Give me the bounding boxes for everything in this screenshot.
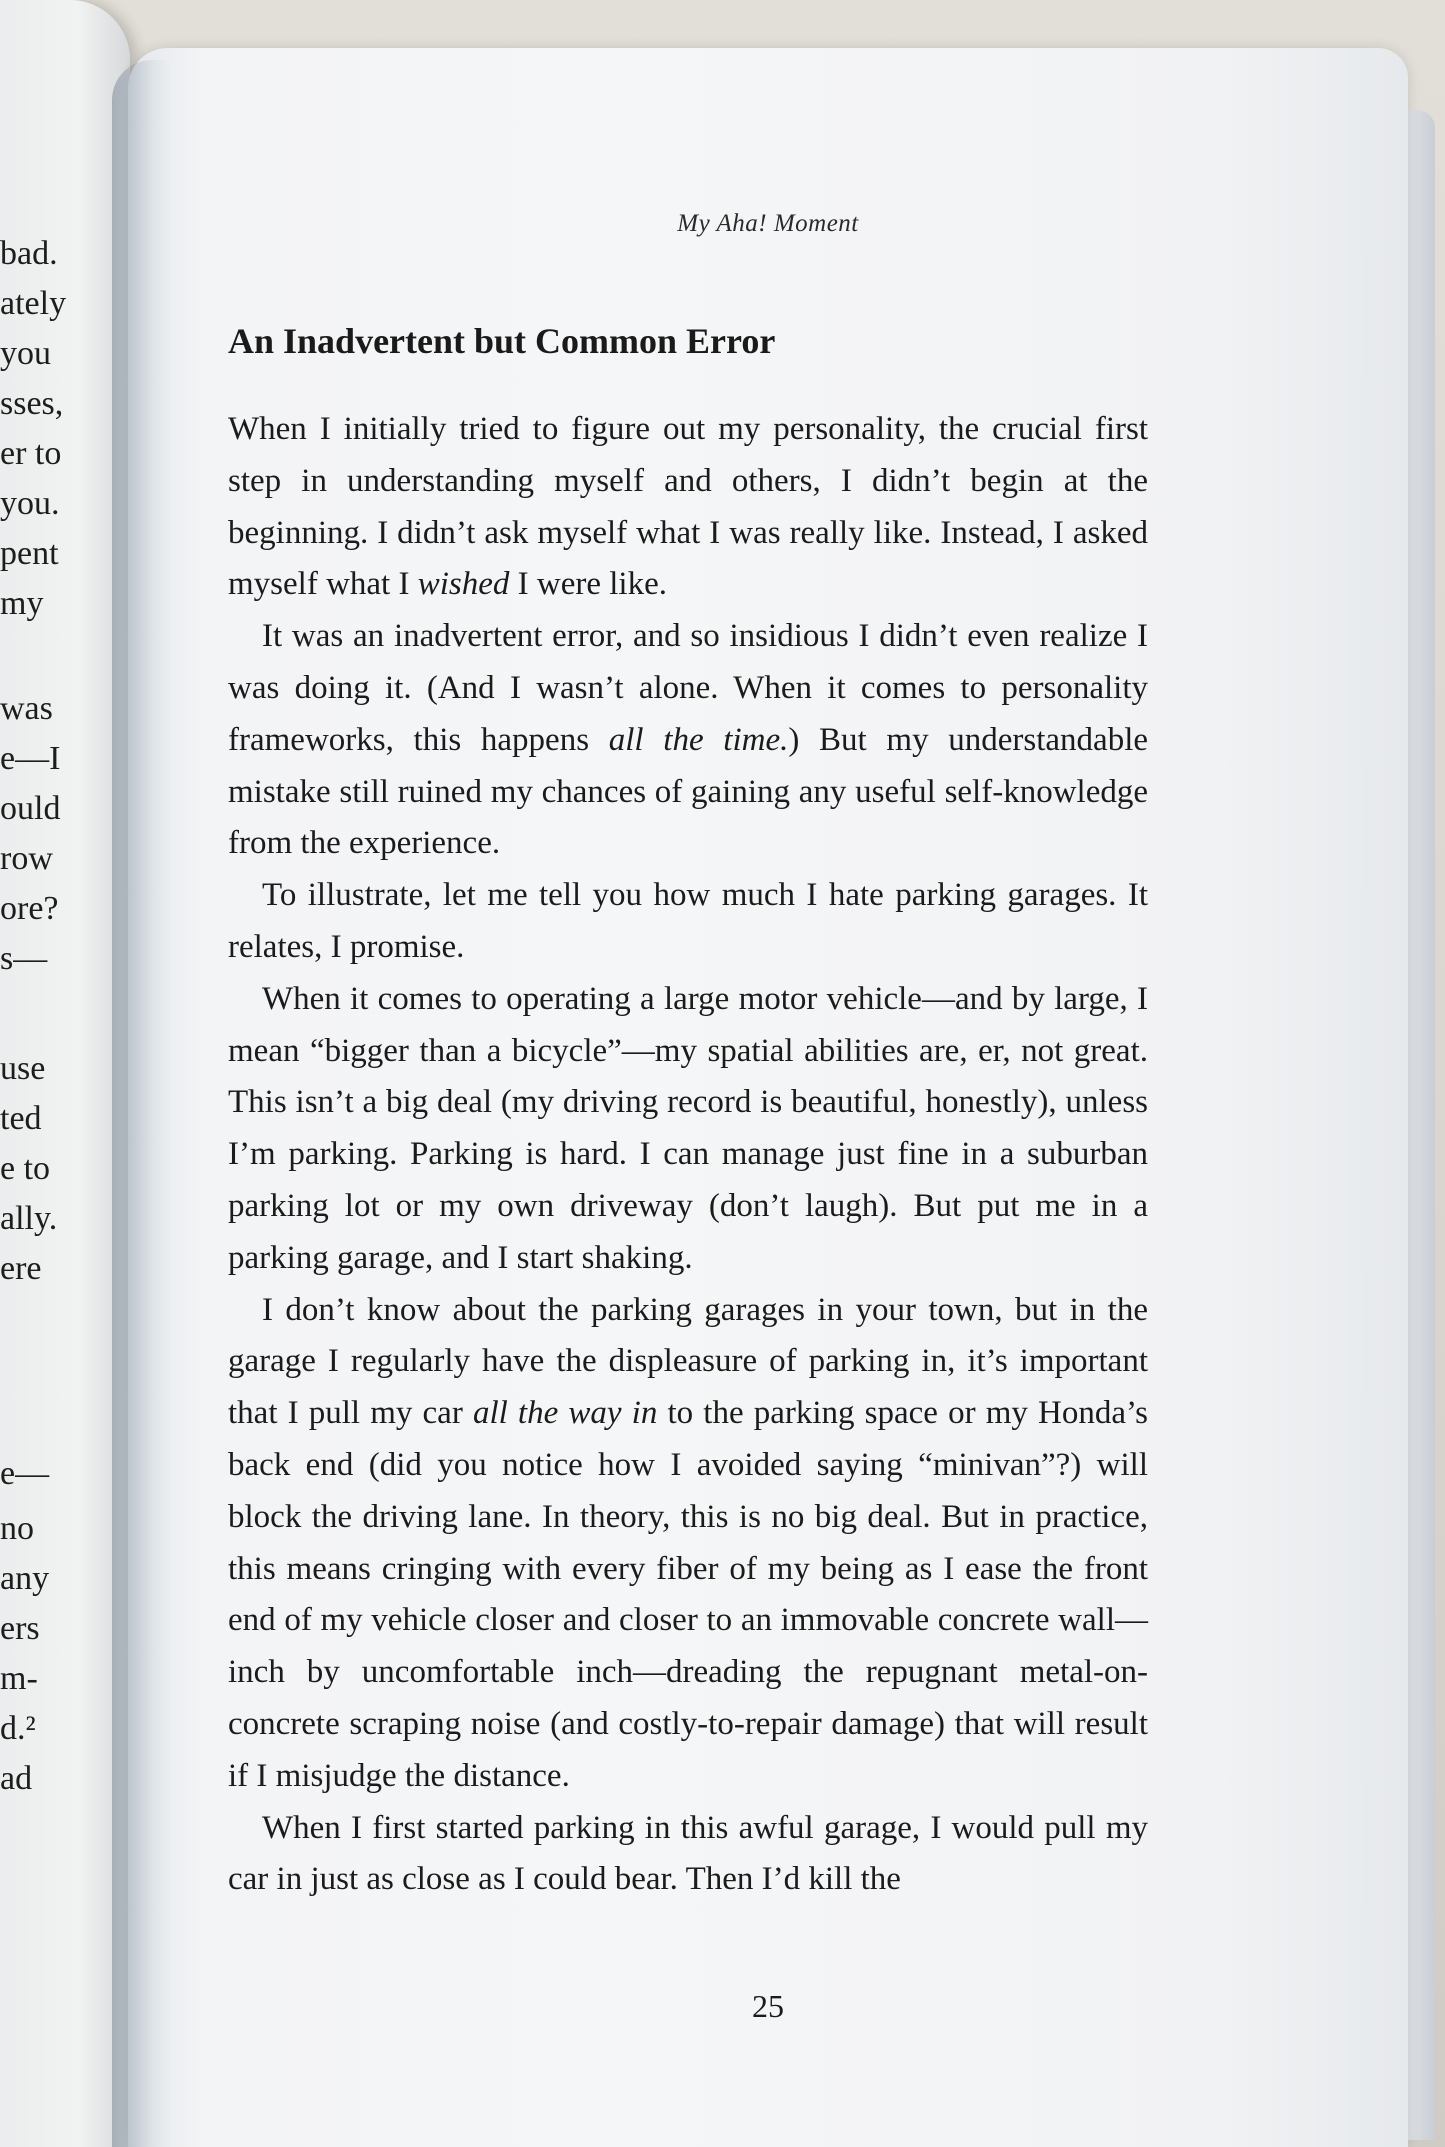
- left-page-fragment: no: [0, 1510, 34, 1547]
- left-page-fragment: was: [0, 690, 53, 727]
- paragraph: [228, 974, 1148, 1285]
- left-page-fragment: you.: [0, 485, 60, 522]
- left-page-fragment: ally.: [0, 1200, 58, 1237]
- left-page-fragment: any: [0, 1560, 50, 1597]
- left-page-fragment: d.²: [0, 1710, 36, 1747]
- italic-text: wished: [417, 566, 510, 603]
- left-page-fragment: m-: [0, 1660, 38, 1697]
- left-page: [0, 0, 130, 2147]
- running-head-part1: My Aha!: [677, 210, 774, 237]
- left-page-fragment: ore?: [0, 890, 59, 927]
- right-page: [128, 48, 1408, 2147]
- section-heading: An Inadvertent but Common Error: [228, 321, 776, 361]
- left-page-fragment: ere: [0, 1250, 42, 1287]
- left-page-fragment: my: [0, 585, 44, 622]
- left-page-fragment: ould: [0, 790, 61, 827]
- left-page-fragment: pent: [0, 535, 59, 572]
- text-run: I don’t know about the parking garages in your town, but in the garage I regularly have the displeasure of parking in, it’s important that I pull my car: [228, 1291, 1148, 1432]
- italic-text: all the time.: [608, 721, 789, 758]
- left-page-fragment: ted: [0, 1100, 42, 1137]
- paragraph: [228, 404, 1148, 611]
- left-page-fragment: e—: [0, 1455, 50, 1492]
- left-page-fragment: e—I: [0, 740, 61, 777]
- left-page-fragment: sses,: [0, 385, 64, 422]
- left-page-fragment: you: [0, 335, 51, 372]
- left-page-fragment: use: [0, 1050, 46, 1087]
- paragraph: [228, 1285, 1148, 1803]
- text-run: It was an inadvertent error, and so insidious I didn’t even realize I was doing it. (And I wasn’t alone. When it comes to personality frameworks, this happens: [228, 618, 1148, 758]
- left-page-fragment: s—: [0, 940, 48, 977]
- paragraph: [228, 870, 1148, 974]
- left-page-fragment: bad.: [0, 235, 58, 272]
- left-page-fragment: row: [0, 840, 53, 877]
- left-page-fragment: er to: [0, 435, 62, 472]
- text-run: When I first started parking in this awful garage, I would pull my car in just as close as I could bear. Then I’d kill the: [228, 1809, 1148, 1898]
- running-head: [128, 210, 1408, 238]
- body-text: [228, 404, 1148, 1906]
- text-run: When it comes to operating a large motor vehicle—and by large, I mean “bigger than a bicycle”—my spatial abilities are, er, not great. This isn’t a big deal (my driving record is beautiful, honestly), unless I’m parking. Parking is hard. I can manage just fine in a suburban parking lot or my own driveway (don’t laugh). But put me in a parking garage, and I start shaking.: [228, 980, 1148, 1276]
- text-run: To illustrate, let me tell you how much I hate parking garages. It relates, I promise.: [228, 877, 1148, 965]
- left-page-fragment: ers: [0, 1610, 40, 1647]
- text-run: to the parking space or my Honda’s back end (did you notice how I avoided saying “minivan”?) will block the driving lane. In theory, this is no big deal. But in practice, this means cringing with every fiber of my being as I ease the front end of my vehicle closer and closer to an immovable concrete wall—inch by uncomfortable inch—dreading the repugnant metal-on-concrete scraping noise (and costly-to-repair damage) that will result if I misjudge the distance.: [228, 1395, 1149, 1794]
- left-page-fragment: ad: [0, 1760, 33, 1797]
- left-page-fragment: e to: [0, 1150, 51, 1187]
- running-head-part2: Moment: [773, 210, 859, 237]
- italic-text: all the way in: [472, 1395, 658, 1432]
- paragraph: [228, 611, 1148, 870]
- paragraph: [228, 1803, 1148, 1907]
- page-number: 25: [752, 1988, 784, 2024]
- left-page-fragment: ately: [0, 285, 67, 322]
- spine-shadow: [112, 60, 172, 2147]
- text-run: ) But my understandable mistake still ruined my chances of gaining any useful self-knowledge from the experience.: [228, 721, 1149, 862]
- text-run: I were like.: [509, 566, 667, 603]
- text-run: When I initially tried to figure out my personality, the crucial first step in understanding myself and others, I didn’t begin at the beginning. I didn’t ask myself what I was really like. Instead, I asked myself what I: [228, 411, 1148, 603]
